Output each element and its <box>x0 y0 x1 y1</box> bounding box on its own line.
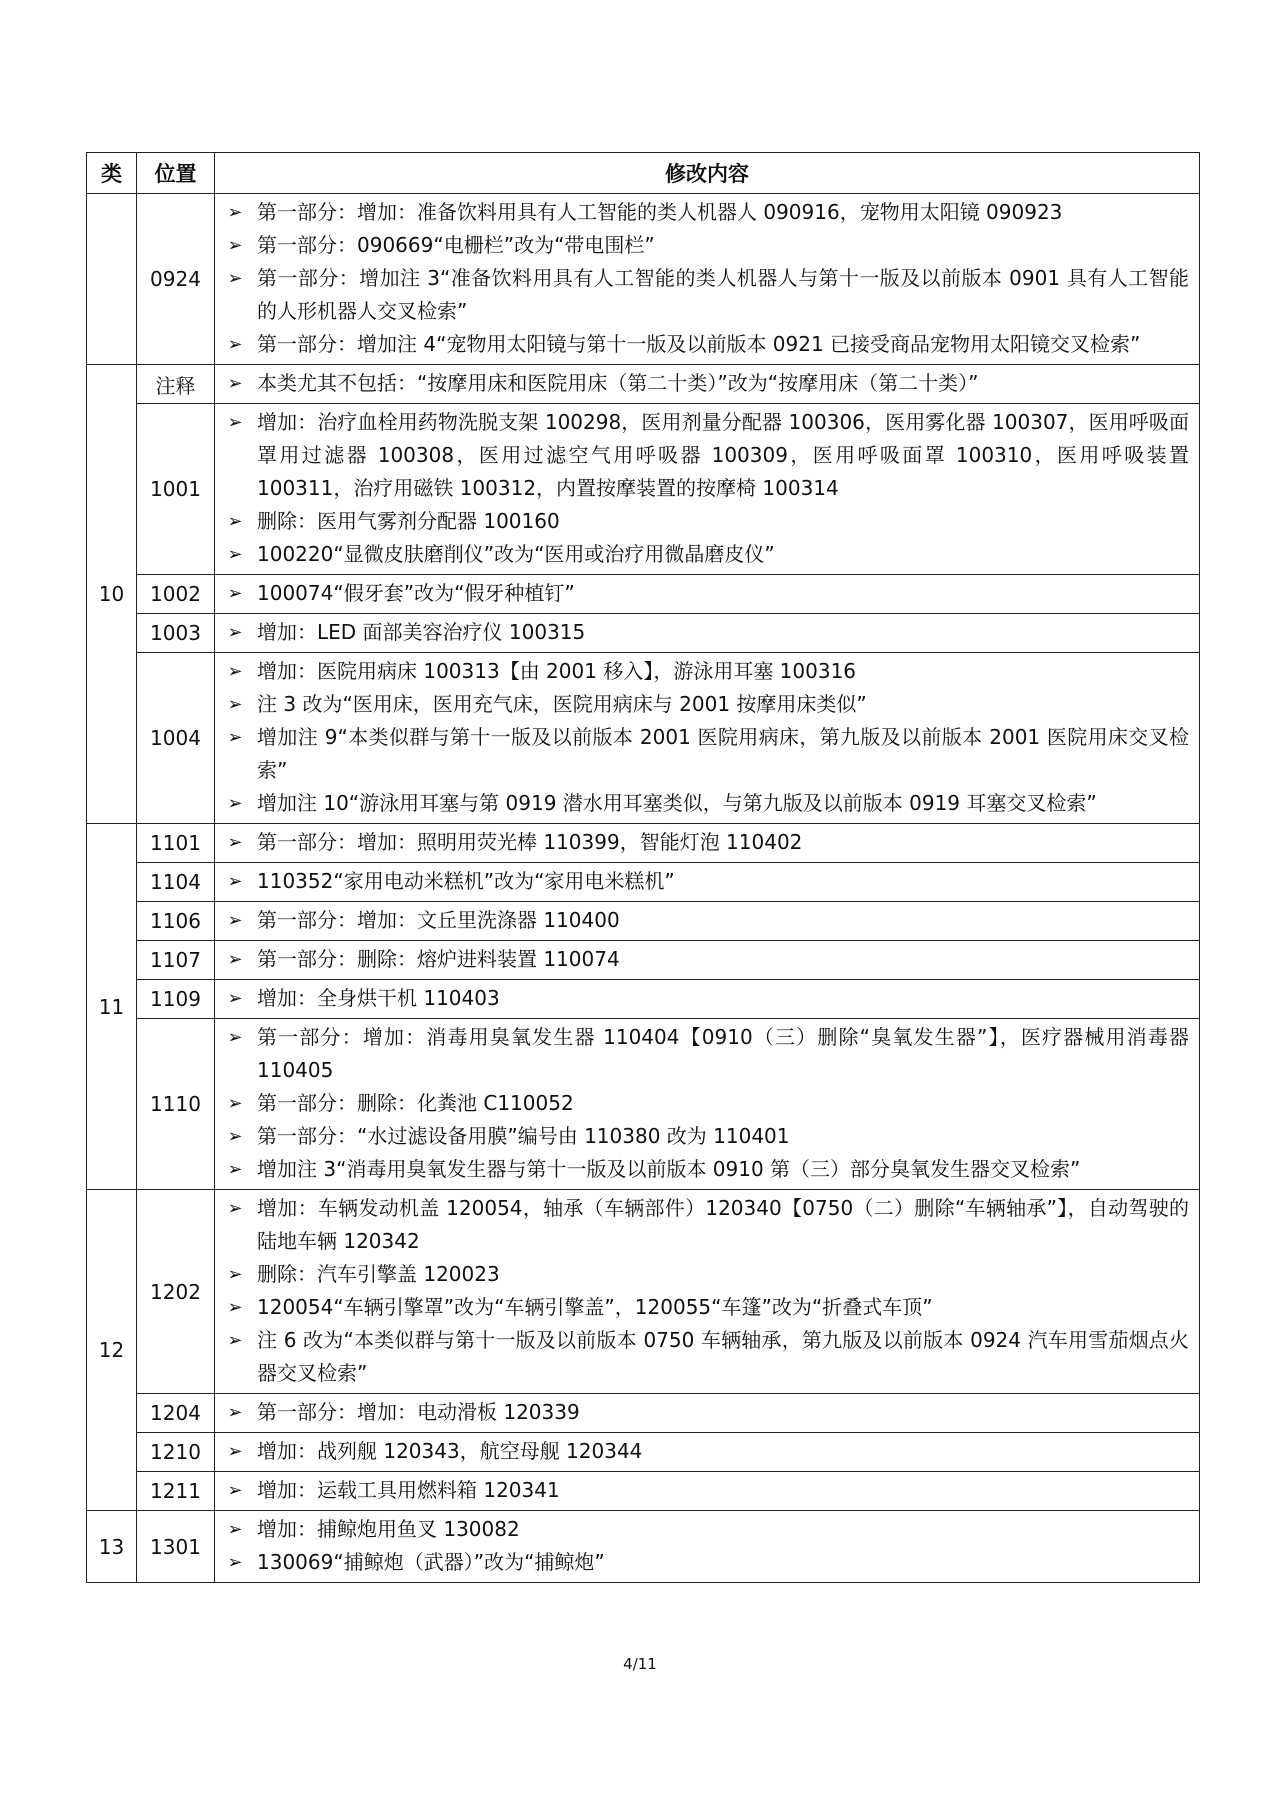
content-cell <box>215 614 1200 653</box>
position-cell: 注释 <box>137 365 215 404</box>
list-item <box>215 1021 1189 1087</box>
arrow-bullet-icon: ➢ <box>227 871 243 892</box>
amendment-table <box>86 152 1200 1583</box>
arrow-bullet-icon: ➢ <box>227 1330 243 1351</box>
header-class: 类 <box>87 153 137 194</box>
arrow-bullet-icon: ➢ <box>227 583 243 604</box>
change-text: 注 3 改为“医用床，医用充气床，医院用病床与 2001 按摩用床类似” <box>257 692 867 716</box>
arrow-bullet-icon: ➢ <box>227 1027 243 1048</box>
change-text: 增加：运载工具用燃料箱 120341 <box>257 1478 560 1502</box>
list-item <box>215 982 1189 1015</box>
arrow-bullet-icon: ➢ <box>227 544 243 565</box>
change-text: 100074“假牙套”改为“假牙种植钉” <box>257 581 575 605</box>
list-item <box>215 262 1189 328</box>
change-text: 第一部分：090669“电栅栏”改为“带电围栏” <box>257 233 655 257</box>
content-cell <box>215 194 1200 365</box>
list-item <box>215 1291 1189 1324</box>
table-row <box>87 941 1200 980</box>
change-text: 第一部分：增加：照明用荧光棒 110399，智能灯泡 110402 <box>257 830 803 854</box>
table-row <box>87 902 1200 941</box>
arrow-bullet-icon: ➢ <box>227 1093 243 1114</box>
list-item <box>215 865 1189 898</box>
position-cell: 1211 <box>137 1472 215 1511</box>
change-list <box>215 196 1189 361</box>
change-list <box>215 904 1189 937</box>
class-cell: 13 <box>87 1511 137 1583</box>
arrow-bullet-icon: ➢ <box>227 694 243 715</box>
list-item <box>215 577 1189 610</box>
change-text: 第一部分：增加：电动滑板 120339 <box>257 1400 580 1424</box>
list-item <box>215 538 1189 571</box>
arrow-bullet-icon: ➢ <box>227 1402 243 1423</box>
content-cell <box>215 1394 1200 1433</box>
change-list <box>215 577 1189 610</box>
change-text: 增加注 9“本类似群与第十一版及以前版本 2001 医院用病床，第九版及以前版本 2001 医院用床交叉检索” <box>257 725 1189 782</box>
content-cell <box>215 980 1200 1019</box>
change-text: 增加：捕鲸炮用鱼叉 130082 <box>257 1517 520 1541</box>
change-list <box>215 655 1189 820</box>
position-cell: 1104 <box>137 863 215 902</box>
content-cell <box>215 941 1200 980</box>
position-cell: 0924 <box>137 194 215 365</box>
arrow-bullet-icon: ➢ <box>227 1297 243 1318</box>
list-item <box>215 406 1189 505</box>
change-text: 110352“家用电动米糕机”改为“家用电米糕机” <box>257 869 675 893</box>
change-list <box>215 1192 1189 1390</box>
change-list <box>215 1021 1189 1186</box>
table-row <box>87 653 1200 824</box>
list-item <box>215 1120 1189 1153</box>
change-text: 增加：全身烘干机 110403 <box>257 986 500 1010</box>
change-text: 增加注 10“游泳用耳塞与第 0919 潜水用耳塞类似，与第九版及以前版本 0919 耳塞交叉检索” <box>257 791 1097 815</box>
list-item <box>215 721 1189 787</box>
arrow-bullet-icon: ➢ <box>227 622 243 643</box>
position-cell: 1106 <box>137 902 215 941</box>
content-cell <box>215 653 1200 824</box>
table-row <box>87 1433 1200 1472</box>
arrow-bullet-icon: ➢ <box>227 727 243 748</box>
arrow-bullet-icon: ➢ <box>227 235 243 256</box>
change-text: 第一部分：增加注 4“宠物用太阳镜与第十一版及以前版本 0921 已接受商品宠物用太阳镜交叉检索” <box>257 332 1141 356</box>
arrow-bullet-icon: ➢ <box>227 1552 243 1573</box>
list-item <box>215 943 1189 976</box>
content-cell <box>215 1511 1200 1583</box>
change-text: 增加：医院用病床 100313【由 2001 移入】，游泳用耳塞 100316 <box>257 659 857 683</box>
change-list <box>215 1396 1189 1429</box>
class-cell: 11 <box>87 824 137 1190</box>
list-item <box>215 367 1189 400</box>
change-text: 注 6 改为“本类似群与第十一版及以前版本 0750 车辆轴承，第九版及以前版本 0924 汽车用雪茄烟点火器交叉检索” <box>257 1328 1189 1385</box>
header-position: 位置 <box>137 153 215 194</box>
content-cell <box>215 1472 1200 1511</box>
list-item <box>215 904 1189 937</box>
list-item <box>215 1258 1189 1291</box>
table-header-row <box>87 153 1200 194</box>
change-text: 增加：战列舰 120343，航空母舰 120344 <box>257 1439 643 1463</box>
position-cell: 1202 <box>137 1190 215 1394</box>
table-row <box>87 365 1200 404</box>
position-cell: 1107 <box>137 941 215 980</box>
change-list <box>215 982 1189 1015</box>
list-item <box>215 229 1189 262</box>
arrow-bullet-icon: ➢ <box>227 268 243 289</box>
position-cell: 1002 <box>137 575 215 614</box>
list-item <box>215 1324 1189 1390</box>
content-cell <box>215 1190 1200 1394</box>
change-text: 第一部分：“水过滤设备用膜”编号由 110380 改为 110401 <box>257 1124 790 1148</box>
table-row <box>87 404 1200 575</box>
list-item <box>215 826 1189 859</box>
arrow-bullet-icon: ➢ <box>227 832 243 853</box>
list-item <box>215 1396 1189 1429</box>
arrow-bullet-icon: ➢ <box>227 373 243 394</box>
position-cell: 1003 <box>137 614 215 653</box>
arrow-bullet-icon: ➢ <box>227 949 243 970</box>
list-item <box>215 1192 1189 1258</box>
position-cell: 1101 <box>137 824 215 863</box>
arrow-bullet-icon: ➢ <box>227 1519 243 1540</box>
table-row <box>87 194 1200 365</box>
change-list <box>215 616 1189 649</box>
arrow-bullet-icon: ➢ <box>227 1159 243 1180</box>
list-item <box>215 1474 1189 1507</box>
table-row <box>87 1472 1200 1511</box>
list-item <box>215 328 1189 361</box>
arrow-bullet-icon: ➢ <box>227 1126 243 1147</box>
position-cell: 1001 <box>137 404 215 575</box>
content-cell <box>215 1019 1200 1190</box>
change-text: 100220“显微皮肤磨削仪”改为“医用或治疗用微晶磨皮仪” <box>257 542 775 566</box>
list-item <box>215 1153 1189 1186</box>
arrow-bullet-icon: ➢ <box>227 988 243 1009</box>
change-list <box>215 865 1189 898</box>
change-list <box>215 1474 1189 1507</box>
arrow-bullet-icon: ➢ <box>227 334 243 355</box>
position-cell: 1210 <box>137 1433 215 1472</box>
list-item <box>215 1513 1189 1546</box>
table-body <box>87 194 1200 1583</box>
change-list <box>215 1435 1189 1468</box>
list-item <box>215 1087 1189 1120</box>
table-row <box>87 980 1200 1019</box>
change-text: 增加：车辆发动机盖 120054，轴承（车辆部件）120340【0750（二）删除“车辆轴承”】，自动驾驶的陆地车辆 120342 <box>257 1196 1189 1253</box>
list-item <box>215 688 1189 721</box>
content-cell <box>215 902 1200 941</box>
class-cell: 12 <box>87 1190 137 1511</box>
change-list <box>215 367 1189 400</box>
change-list <box>215 943 1189 976</box>
change-text: 第一部分：删除：化粪池 C110052 <box>257 1091 574 1115</box>
content-cell <box>215 575 1200 614</box>
table-row <box>87 824 1200 863</box>
table-row <box>87 1019 1200 1190</box>
arrow-bullet-icon: ➢ <box>227 910 243 931</box>
position-cell: 1004 <box>137 653 215 824</box>
table-row <box>87 863 1200 902</box>
change-text: 第一部分：增加注 3“准备饮料用具有人工智能的类人机器人与第十一版及以前版本 0901 具有人工智能的人形机器人交叉检索” <box>257 266 1189 323</box>
content-cell <box>215 365 1200 404</box>
arrow-bullet-icon: ➢ <box>227 1198 243 1219</box>
change-list <box>215 826 1189 859</box>
change-text: 增加：LED 面部美容治疗仪 100315 <box>257 620 586 644</box>
page-number: 4/11 <box>623 1655 657 1673</box>
change-text: 增加：治疗血栓用药物洗脱支架 100298，医用剂量分配器 100306，医用雾化器 100307，医用呼吸面罩用过滤器 100308，医用过滤空气用呼吸器 100309，医用呼吸面罩 100310，医用呼吸装置 100311，治疗用磁铁 100312，内置按摩装置的按摩椅 100314 <box>257 410 1189 500</box>
list-item <box>215 1546 1189 1579</box>
arrow-bullet-icon: ➢ <box>227 1480 243 1501</box>
position-cell: 1110 <box>137 1019 215 1190</box>
list-item <box>215 505 1189 538</box>
list-item <box>215 655 1189 688</box>
table-row <box>87 1394 1200 1433</box>
change-list <box>215 406 1189 571</box>
arrow-bullet-icon: ➢ <box>227 661 243 682</box>
table-row <box>87 1190 1200 1394</box>
change-text: 120054“车辆引擎罩”改为“车辆引擎盖”，120055“车篷”改为“折叠式车顶” <box>257 1295 933 1319</box>
table-row <box>87 1511 1200 1583</box>
header-content: 修改内容 <box>215 153 1200 194</box>
list-item <box>215 616 1189 649</box>
change-text: 第一部分：删除：熔炉进料装置 110074 <box>257 947 620 971</box>
content-cell <box>215 863 1200 902</box>
change-text: 本类尤其不包括：“按摩用床和医院用床（第二十类）”改为“按摩用床（第二十类）” <box>257 371 979 395</box>
position-cell: 1301 <box>137 1511 215 1583</box>
change-text: 130069“捕鲸炮（武器）”改为“捕鲸炮” <box>257 1550 605 1574</box>
table-row <box>87 614 1200 653</box>
arrow-bullet-icon: ➢ <box>227 511 243 532</box>
list-item <box>215 787 1189 820</box>
content-cell <box>215 1433 1200 1472</box>
content-cell <box>215 824 1200 863</box>
change-list <box>215 1513 1189 1579</box>
change-text: 增加注 3“消毒用臭氧发生器与第十一版及以前版本 0910 第（三）部分臭氧发生器交叉检索” <box>257 1157 1081 1181</box>
position-cell: 1109 <box>137 980 215 1019</box>
arrow-bullet-icon: ➢ <box>227 202 243 223</box>
arrow-bullet-icon: ➢ <box>227 1264 243 1285</box>
change-text: 删除：医用气雾剂分配器 100160 <box>257 509 560 533</box>
position-cell: 1204 <box>137 1394 215 1433</box>
change-text: 第一部分：增加：文丘里洗涤器 110400 <box>257 908 620 932</box>
arrow-bullet-icon: ➢ <box>227 793 243 814</box>
table-row <box>87 575 1200 614</box>
arrow-bullet-icon: ➢ <box>227 412 243 433</box>
change-text: 第一部分：增加：消毒用臭氧发生器 110404【0910（三）删除“臭氧发生器”】，医疗器械用消毒器 110405 <box>257 1025 1189 1082</box>
class-cell <box>87 194 137 365</box>
arrow-bullet-icon: ➢ <box>227 1441 243 1462</box>
list-item <box>215 196 1189 229</box>
list-item <box>215 1435 1189 1468</box>
content-cell <box>215 404 1200 575</box>
change-text: 第一部分：增加：准备饮料用具有人工智能的类人机器人 090916，宠物用太阳镜 090923 <box>257 200 1063 224</box>
change-text: 删除：汽车引擎盖 120023 <box>257 1262 500 1286</box>
class-cell: 10 <box>87 365 137 824</box>
